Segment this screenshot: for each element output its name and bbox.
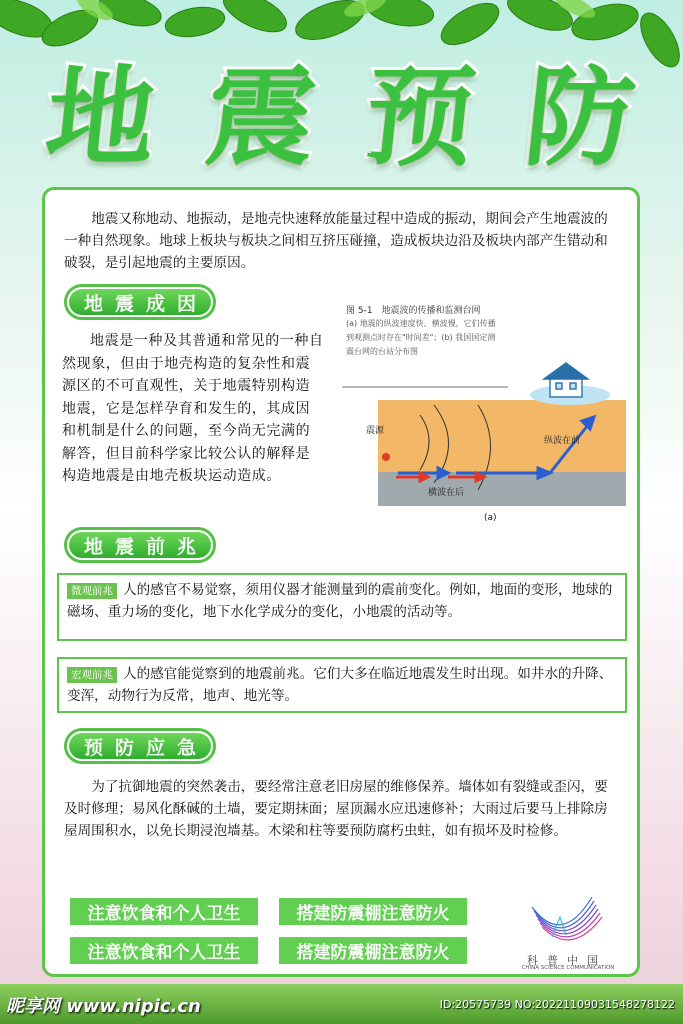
intro-paragraph: 地震又称地动、地振动，是地壳快速释放能量过程中造成的振动，期间会产生地震波的一种自然现象。地球上板块与板块之间相互挤压碰撞，造成板块边沿及板块内部产生错动和破裂，是引起地震的主要原因。 (64, 211, 608, 271)
tip-hygiene-button: 注意饮食和个人卫生 (70, 898, 258, 925)
label-source: 震源 (366, 426, 385, 436)
logo-cn-text: 科普中国 (527, 954, 607, 967)
macro-signs-text: 人的感官能觉察到的地震前兆。它们大多在临近地震发生时出现。如井水的升降、变浑，动物行为反常，地声、地光等。 (67, 666, 613, 704)
response-paragraph: 为了抗御地震的突然袭击，要经常注意老旧房屋的维修保养。墙体如有裂缝或歪闪，要及时修理；易风化酥碱的土墙，要定期抹面；屋顶漏水应迅速修补；大雨过后要马上排除房屋周围积水，以免长期浸泡墙基。木梁和柱等要预防腐朽虫蛀，如有损坏及时检修。 (64, 779, 608, 839)
tip-hygiene-button: 注意饮食和个人卫生 (70, 937, 258, 964)
figure-caption-body: (a) 地震的纵波速度快、横波慢，它们传播到观测点时存在"时间差"；(b) 我国国定测震台网的台站分布图 (346, 319, 496, 356)
title-char: 震 (200, 54, 322, 181)
figure-caption-title: 图 5-1 地震波的传播和监测台网 (346, 306, 481, 316)
micro-signs-text: 人的感官不易觉察，须用仪器才能测量到的震前变化。例如，地面的变形，地球的磁场、重力场的变化，地下水化学成分的变化，小地震的活动等。 (67, 582, 613, 620)
title-char: 地 (40, 54, 162, 181)
source-dot (382, 453, 390, 461)
macro-signs-tag: 宏观前兆 (67, 667, 117, 683)
seismic-wave-figure (338, 295, 628, 530)
label-s-wave: 横波在后 (428, 488, 465, 498)
watermark-id: ID:20575739 NO:20221109031548278122 (439, 998, 675, 1011)
section-heading-response (64, 728, 216, 764)
house-icon (530, 363, 610, 405)
tip-shelter-button: 搭建防震棚注意防火 (279, 898, 467, 925)
watermark-site: 昵享网 www.nipic.cn (6, 996, 201, 1017)
tip-shelter-button: 搭建防震棚注意防火 (279, 937, 467, 964)
section-heading-label: 预防应急 (69, 733, 211, 759)
section-heading-label: 地震成因 (69, 289, 211, 315)
micro-signs-tag: 微观前兆 (67, 583, 117, 599)
cause-paragraph: 地震是一种及其普通和常见的一种自然现象，但由于地壳构造的复杂性和震源区的不可直观性，关于地震特别构造地震，它是怎样孕育和发生的，其成因和机制是什么的问题，至今尚无完满的解答，但目前科学家比较公认的解释是构造地震是由地壳板块运动造成。 (62, 333, 324, 484)
label-sub: (a) (484, 513, 497, 523)
page-title (30, 38, 653, 181)
seismic-wave-diagram (338, 295, 628, 530)
title-char: 预 (359, 54, 481, 181)
macro-signs-paragraph (59, 659, 625, 711)
macro-signs-box (57, 657, 627, 713)
micro-signs-paragraph (59, 575, 625, 627)
section-heading-label: 地震前兆 (69, 532, 211, 558)
section-heading-signs (64, 527, 216, 563)
micro-signs-box (57, 573, 627, 641)
ground-layer (378, 400, 626, 472)
logo-en-text: CHINA SCIENCE COMMUNICATION (521, 965, 615, 971)
section-heading-cause (64, 284, 216, 320)
title-char: 防 (519, 54, 641, 181)
label-p-wave: 纵波在前 (544, 436, 581, 446)
